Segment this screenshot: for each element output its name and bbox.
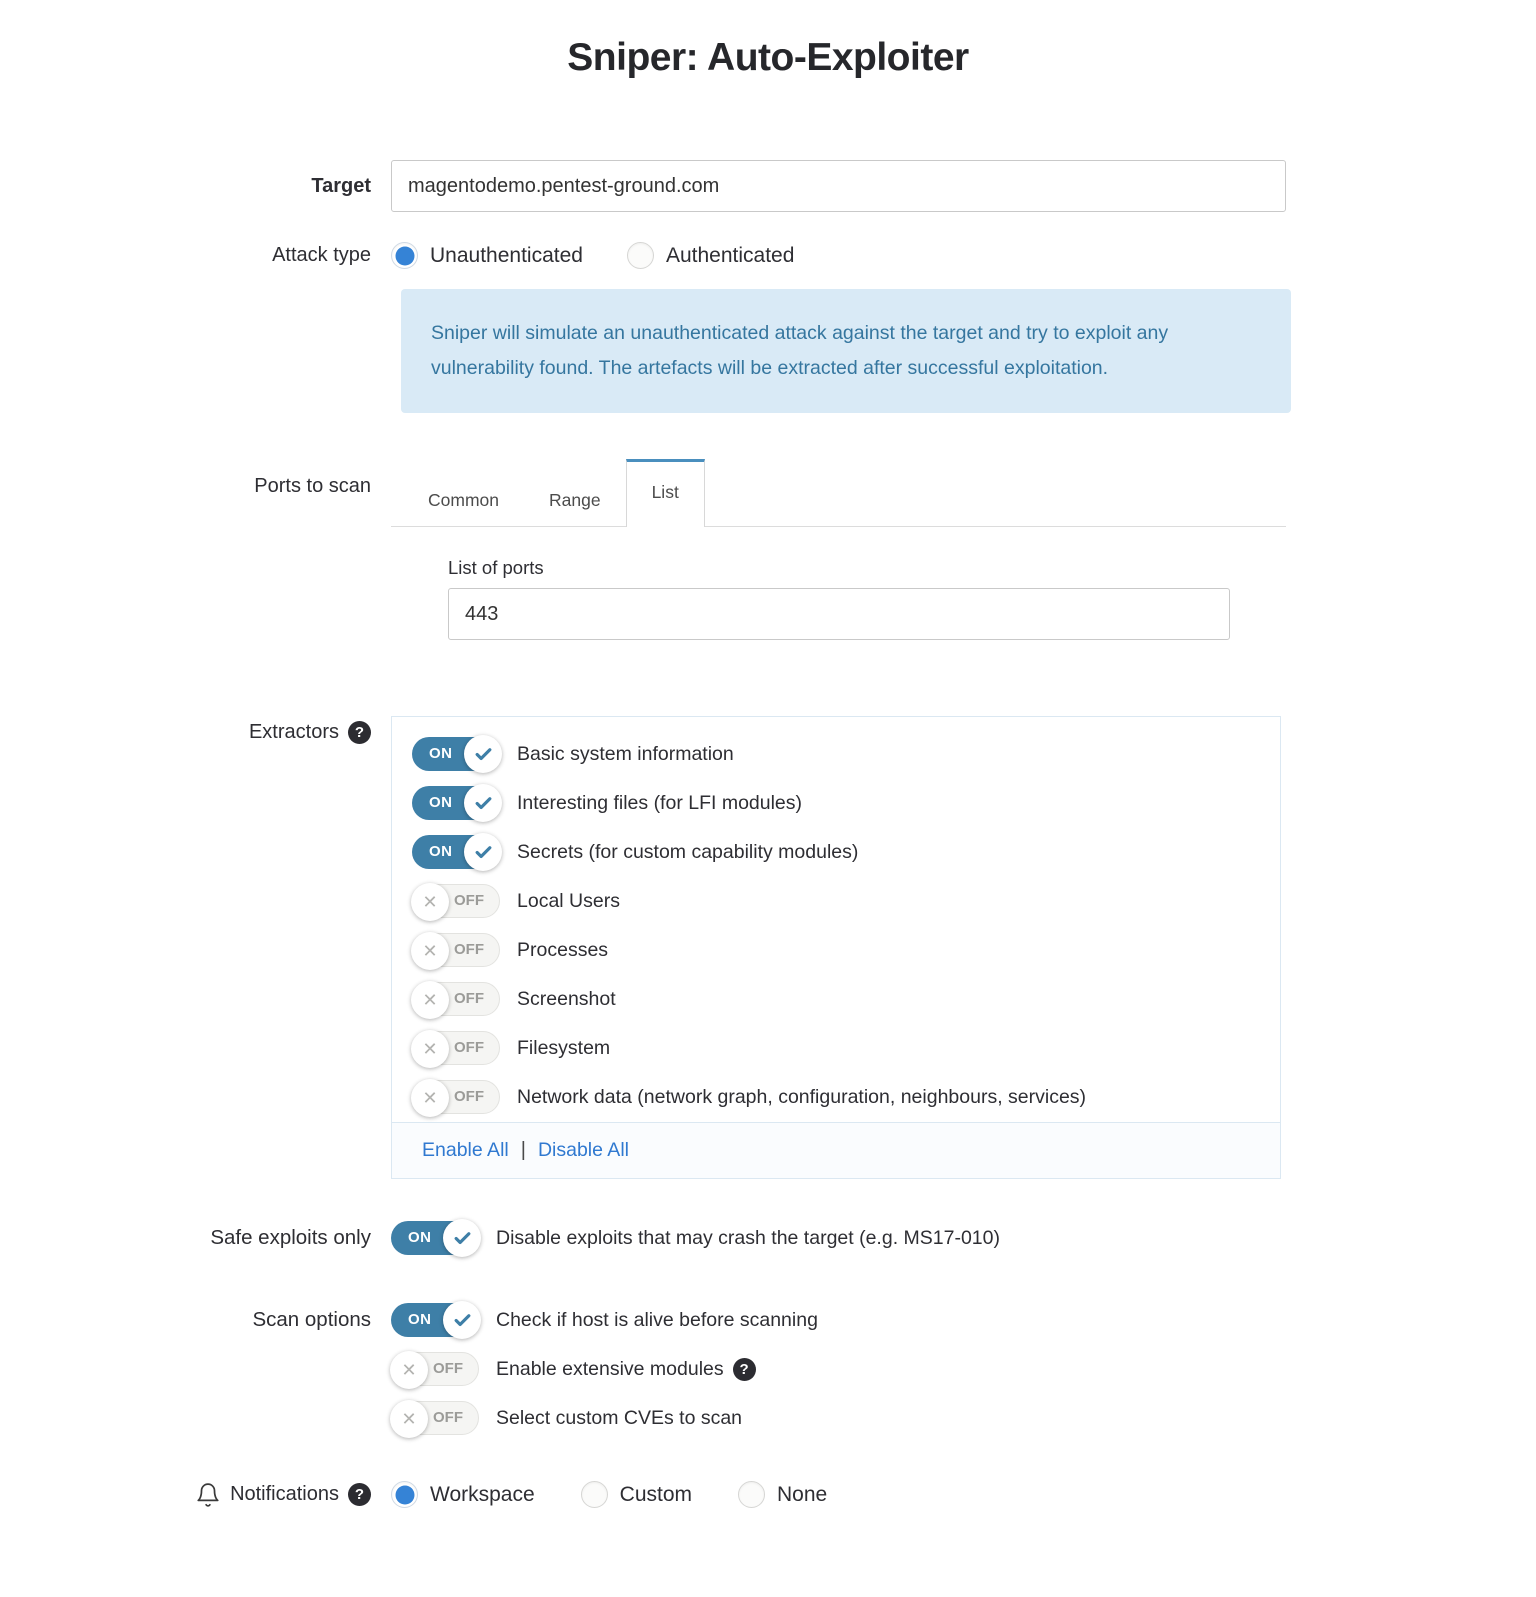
toggle-off[interactable] — [412, 982, 500, 1016]
safe-exploits-label: Safe exploits only — [210, 1226, 371, 1249]
toggle-off[interactable] — [412, 884, 500, 918]
notifications-row — [0, 1481, 1536, 1508]
extractor-label: Interesting files (for LFI modules) — [517, 791, 803, 814]
extractor-row-screenshot — [412, 982, 1280, 1016]
bell-icon — [195, 1482, 221, 1508]
scan-option-label: Check if host is alive before scanning — [496, 1308, 818, 1331]
extractor-row-processes — [412, 933, 1280, 967]
check-icon — [464, 784, 502, 822]
toggle-off[interactable] — [391, 1401, 479, 1435]
toggle-on-text: ON — [429, 745, 453, 762]
scan-option-custom-cves — [391, 1401, 1536, 1435]
extractor-row-secrets — [412, 835, 1280, 869]
scan-options-row — [0, 1303, 1536, 1435]
target-input[interactable] — [391, 160, 1286, 212]
toggle-on[interactable] — [412, 835, 500, 869]
extractors-panel — [391, 716, 1281, 1179]
page-title: Sniper: Auto-Exploiter — [567, 36, 969, 79]
radio-workspace[interactable] — [391, 1481, 535, 1508]
radio-unauthenticated[interactable] — [391, 242, 583, 269]
toggle-off[interactable] — [391, 1352, 479, 1386]
extractor-row-interesting-files — [412, 786, 1280, 820]
extractor-label: Screenshot — [517, 987, 616, 1010]
radio-authenticated-label: Authenticated — [665, 243, 795, 267]
x-icon: ✕ — [411, 932, 449, 970]
notifications-label-wrap — [0, 1482, 377, 1508]
list-of-ports-block — [448, 557, 1536, 640]
target-label: Target — [311, 174, 371, 197]
toggle-on-text: ON — [408, 1311, 432, 1328]
check-icon — [464, 735, 502, 773]
scan-options-label: Scan options — [252, 1308, 371, 1331]
radio-custom[interactable] — [581, 1481, 692, 1508]
scan-option-label: Enable extensive modules — [496, 1357, 724, 1380]
toggle-on-text: ON — [408, 1229, 432, 1246]
x-icon: ✕ — [411, 883, 449, 921]
extractor-label: Local Users — [517, 889, 620, 912]
radio-unauthenticated-label: Unauthenticated — [430, 243, 583, 267]
link-separator: | — [520, 1139, 526, 1161]
safe-exploits-text: Disable exploits that may crash the target (e.g. MS17-010) — [496, 1226, 1000, 1249]
disable-all-link[interactable]: Disable All — [537, 1139, 629, 1161]
attack-type-label: Attack type — [272, 244, 371, 266]
radio-authenticated[interactable] — [627, 242, 794, 269]
check-icon — [464, 833, 502, 871]
tab-range[interactable]: Range — [549, 490, 601, 510]
toggle-on-text: ON — [429, 794, 453, 811]
list-of-ports-label: List of ports — [448, 557, 544, 578]
toggle-off-text: OFF — [454, 1088, 484, 1105]
x-icon: ✕ — [411, 981, 449, 1019]
toggle-off-text: OFF — [454, 1039, 484, 1056]
radio-none-label: None — [777, 1482, 828, 1506]
radio-unselected-icon[interactable] — [627, 242, 654, 269]
extractor-row-filesystem — [412, 1031, 1280, 1065]
ports-tab-bar — [391, 459, 1286, 527]
toggle-off-text: OFF — [454, 892, 484, 909]
extractors-panel-footer — [392, 1122, 1280, 1178]
radio-selected-icon[interactable] — [391, 1481, 418, 1508]
notifications-label: Notifications — [230, 1483, 339, 1505]
toggle-off[interactable] — [412, 1080, 500, 1114]
sniper-auto-exploiter-form — [0, 36, 1536, 1508]
extractors-row — [0, 716, 1536, 1179]
target-row — [0, 160, 1536, 212]
toggle-on[interactable] — [391, 1221, 479, 1255]
extractors-label-wrap — [0, 716, 377, 744]
extractor-row-basic-system-information — [412, 737, 1280, 771]
radio-unselected-icon[interactable] — [581, 1481, 608, 1508]
extractor-label: Network data (network graph, configuration, neighbours, services) — [517, 1085, 1087, 1108]
ports-label: Ports to scan — [254, 475, 371, 497]
toggle-on-text: ON — [429, 843, 453, 860]
x-icon: ✕ — [390, 1351, 428, 1389]
tab-common[interactable]: Common — [428, 490, 499, 510]
tab-list[interactable]: List — [626, 459, 705, 527]
toggle-off[interactable] — [412, 1031, 500, 1065]
extractors-help-icon[interactable]: ? — [348, 721, 371, 744]
safe-exploits-row — [0, 1221, 1536, 1255]
radio-unselected-icon[interactable] — [738, 1481, 765, 1508]
attack-type-radio-group — [391, 242, 1536, 269]
extractor-row-local-users — [412, 884, 1280, 918]
extractor-label: Secrets (for custom capability modules) — [517, 840, 859, 863]
scan-option-label: Select custom CVEs to scan — [496, 1406, 743, 1429]
extractor-label: Basic system information — [517, 742, 734, 765]
notifications-radio-group — [391, 1481, 1536, 1508]
extractor-row-network-data — [412, 1080, 1280, 1114]
toggle-off-text: OFF — [454, 941, 484, 958]
attack-info-box: Sniper will simulate an unauthenticated attack against the target and try to exploit any vulnerability found. The artefacts will be extracted after successful exploitation. — [401, 289, 1291, 413]
toggle-on[interactable] — [391, 1303, 479, 1337]
extractors-label: Extractors — [248, 721, 339, 743]
scan-option-host-alive — [391, 1303, 1536, 1337]
ports-row — [0, 459, 1536, 527]
toggle-on[interactable] — [412, 786, 500, 820]
enable-all-link[interactable]: Enable All — [422, 1139, 509, 1161]
toggle-on[interactable] — [412, 737, 500, 771]
radio-workspace-label: Workspace — [430, 1482, 535, 1506]
x-icon: ✕ — [390, 1400, 428, 1438]
check-icon — [443, 1219, 481, 1257]
toggle-off-text: OFF — [433, 1409, 463, 1426]
extractor-label: Processes — [517, 938, 609, 961]
toggle-off-text: OFF — [433, 1360, 463, 1377]
check-icon — [443, 1301, 481, 1339]
radio-none[interactable] — [738, 1481, 827, 1508]
list-of-ports-input[interactable] — [448, 588, 1230, 640]
radio-custom-label: Custom — [619, 1482, 693, 1506]
x-icon: ✕ — [411, 1079, 449, 1117]
toggle-off-text: OFF — [454, 990, 484, 1007]
x-icon: ✕ — [411, 1030, 449, 1068]
extensive-modules-help-icon[interactable]: ? — [733, 1358, 756, 1381]
notifications-help-icon[interactable]: ? — [348, 1483, 371, 1506]
radio-selected-icon[interactable] — [391, 242, 418, 269]
attack-type-row — [0, 242, 1536, 269]
toggle-off[interactable] — [412, 933, 500, 967]
scan-option-extensive-modules — [391, 1352, 1536, 1386]
extractor-label: Filesystem — [517, 1036, 611, 1059]
scan-option-label-wrap — [496, 1358, 756, 1381]
